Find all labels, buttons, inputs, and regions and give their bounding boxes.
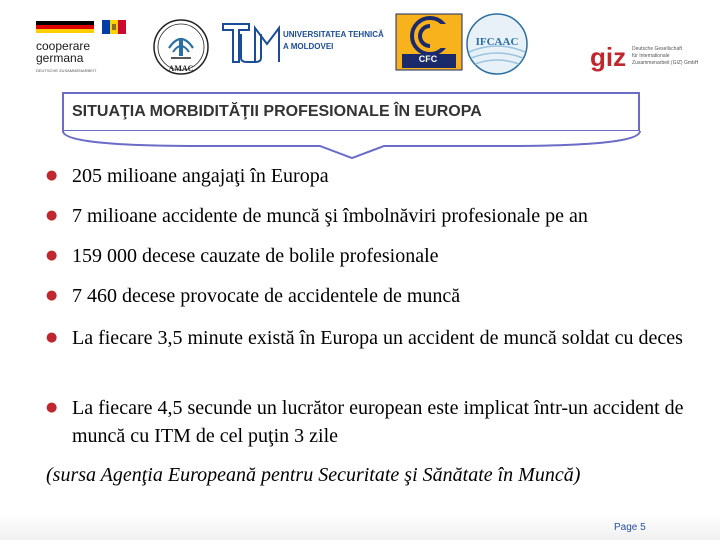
bullet-dot-icon: ● (46, 330, 58, 345)
source-citation: (sursa Agenţia Europeană pentru Securitate şi Sănătate în Muncă) (46, 464, 581, 486)
utm-line1: UNIVERSITATEA TEHNICĂ (283, 30, 384, 39)
footer-band (0, 514, 720, 540)
slide-title: SITUAŢIA MORBIDITĂŢII PROFESIONALE ÎN EUROPA (72, 103, 482, 120)
bullet-dot-icon: ● (46, 208, 58, 223)
ifcaac-text: IFCAAC (475, 36, 519, 48)
page-number: Page 5 (614, 522, 646, 533)
bullet-dot-icon: ● (46, 400, 58, 415)
giz-line2: für Internationale (632, 53, 670, 59)
bullet-text: La fiecare 3,5 minute există în Europa un accident de muncă soldat cu deces (72, 327, 683, 349)
bullet-text: 159 000 decese cauzate de bolile profesionale (72, 245, 439, 267)
amac-caption: AMAC (168, 64, 194, 73)
cooperare-line1: cooperare (36, 39, 91, 53)
cooperare-tagline: DEUTSCHE ZUSAMMENARBEIT (36, 68, 97, 73)
bullet-text: 7 460 decese provocate de accidentele de muncă (72, 285, 461, 307)
down-arrow-icon (0, 0, 720, 160)
cooperare-line2: germana (36, 51, 84, 65)
giz-line3: Zusammenarbeit (GIZ) GmbH (632, 60, 699, 66)
cfc-text: CFC (418, 54, 438, 64)
bullet-text: 7 milioane accidente de muncă şi îmbolnăviri profesionale pe an (72, 205, 588, 227)
utm-line2: A MOLDOVEI (283, 42, 334, 51)
bullet-text: La fiecare 4,5 secunde un lucrător european este implicat într-un accident de muncă cu ITM de cel puţin 3 zile (72, 397, 684, 447)
bullet-dot-icon: ● (46, 288, 58, 303)
giz-mark: giz (590, 42, 627, 72)
bullet-dot-icon: ● (46, 168, 58, 183)
bullet-text: 205 milioane angajaţi în Europa (72, 165, 329, 187)
giz-line1: Deutsche Gesellschaft (632, 46, 683, 52)
bullet-dot-icon: ● (46, 248, 58, 263)
